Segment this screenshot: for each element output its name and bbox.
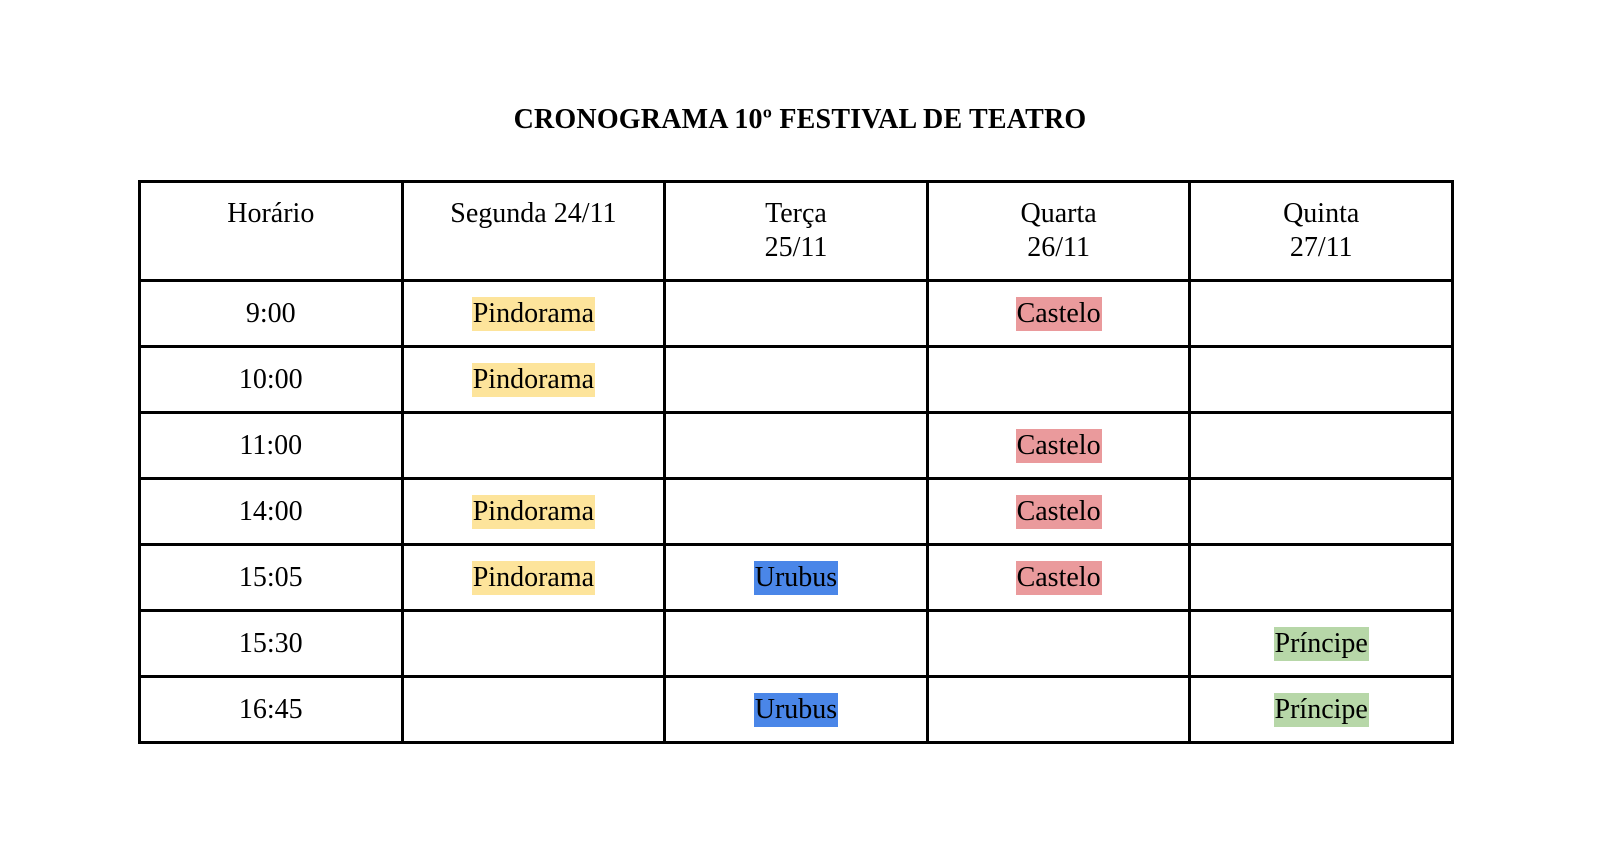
header-horario-label: Horário — [227, 198, 315, 229]
quarta-cell — [927, 611, 1190, 677]
header-quinta-day: Quinta — [1283, 198, 1360, 229]
time-cell — [140, 413, 403, 479]
header-quarta-date: 26/11 — [1027, 232, 1090, 263]
quarta-cell — [927, 413, 1190, 479]
segunda-cell — [402, 545, 665, 611]
terca-cell — [665, 677, 928, 743]
segunda-cell — [402, 347, 665, 413]
table-row — [140, 479, 1453, 545]
quinta-cell — [1190, 545, 1453, 611]
header-quarta — [927, 182, 1190, 281]
table-row — [140, 347, 1453, 413]
event-principe: Príncipe — [1274, 693, 1368, 725]
time-label: 15:05 — [238, 561, 303, 593]
terca-cell — [665, 281, 928, 347]
table-row — [140, 545, 1453, 611]
time-label: 11:00 — [239, 429, 303, 461]
quinta-cell — [1190, 281, 1453, 347]
event-castelo: Castelo — [1016, 495, 1101, 527]
quarta-cell — [927, 677, 1190, 743]
header-quarta-day: Quarta — [1020, 198, 1097, 229]
time-cell — [140, 347, 403, 413]
schedule-table — [138, 180, 1454, 744]
header-segunda-label: Segunda 24/11 — [450, 198, 617, 229]
quarta-cell — [927, 479, 1190, 545]
header-quinta — [1190, 182, 1453, 281]
quinta-cell — [1190, 413, 1453, 479]
time-cell — [140, 677, 403, 743]
table-row — [140, 413, 1453, 479]
terca-cell — [665, 479, 928, 545]
table-row — [140, 611, 1453, 677]
header-terca-date: 25/11 — [764, 232, 828, 263]
time-cell — [140, 611, 403, 677]
event-pindorama: Pindorama — [472, 495, 595, 527]
time-cell — [140, 479, 403, 545]
quarta-cell — [927, 545, 1190, 611]
quinta-cell — [1190, 611, 1453, 677]
event-principe: Príncipe — [1274, 627, 1368, 659]
quarta-cell — [927, 281, 1190, 347]
event-pindorama: Pindorama — [472, 297, 595, 329]
header-horario — [140, 182, 403, 281]
quinta-cell — [1190, 677, 1453, 743]
header-terca — [665, 182, 928, 281]
quinta-cell — [1190, 347, 1453, 413]
segunda-cell — [402, 479, 665, 545]
event-urubus: Urubus — [754, 561, 838, 593]
header-row — [140, 182, 1453, 281]
event-pindorama: Pindorama — [472, 561, 595, 593]
time-label: 10:00 — [238, 363, 303, 395]
header-terca-day: Terça — [765, 198, 827, 229]
header-quinta-date: 27/11 — [1289, 232, 1353, 263]
terca-cell — [665, 611, 928, 677]
event-castelo: Castelo — [1016, 429, 1101, 461]
table-row — [140, 677, 1453, 743]
table-row — [140, 281, 1453, 347]
segunda-cell — [402, 413, 665, 479]
terca-cell — [665, 347, 928, 413]
time-label: 15:30 — [238, 627, 303, 659]
terca-cell — [665, 545, 928, 611]
time-label: 14:00 — [238, 495, 303, 527]
event-castelo: Castelo — [1016, 297, 1101, 329]
terca-cell — [665, 413, 928, 479]
quinta-cell — [1190, 479, 1453, 545]
time-cell — [140, 281, 403, 347]
event-urubus: Urubus — [754, 693, 838, 725]
segunda-cell — [402, 677, 665, 743]
header-segunda — [402, 182, 665, 281]
segunda-cell — [402, 611, 665, 677]
event-castelo: Castelo — [1016, 561, 1101, 593]
quarta-cell — [927, 347, 1190, 413]
time-cell — [140, 545, 403, 611]
segunda-cell — [402, 281, 665, 347]
event-pindorama: Pindorama — [472, 363, 595, 395]
document-title: CRONOGRAMA 10º FESTIVAL DE TEATRO — [513, 104, 1087, 135]
time-label: 16:45 — [238, 693, 303, 725]
time-label: 9:00 — [245, 297, 296, 329]
